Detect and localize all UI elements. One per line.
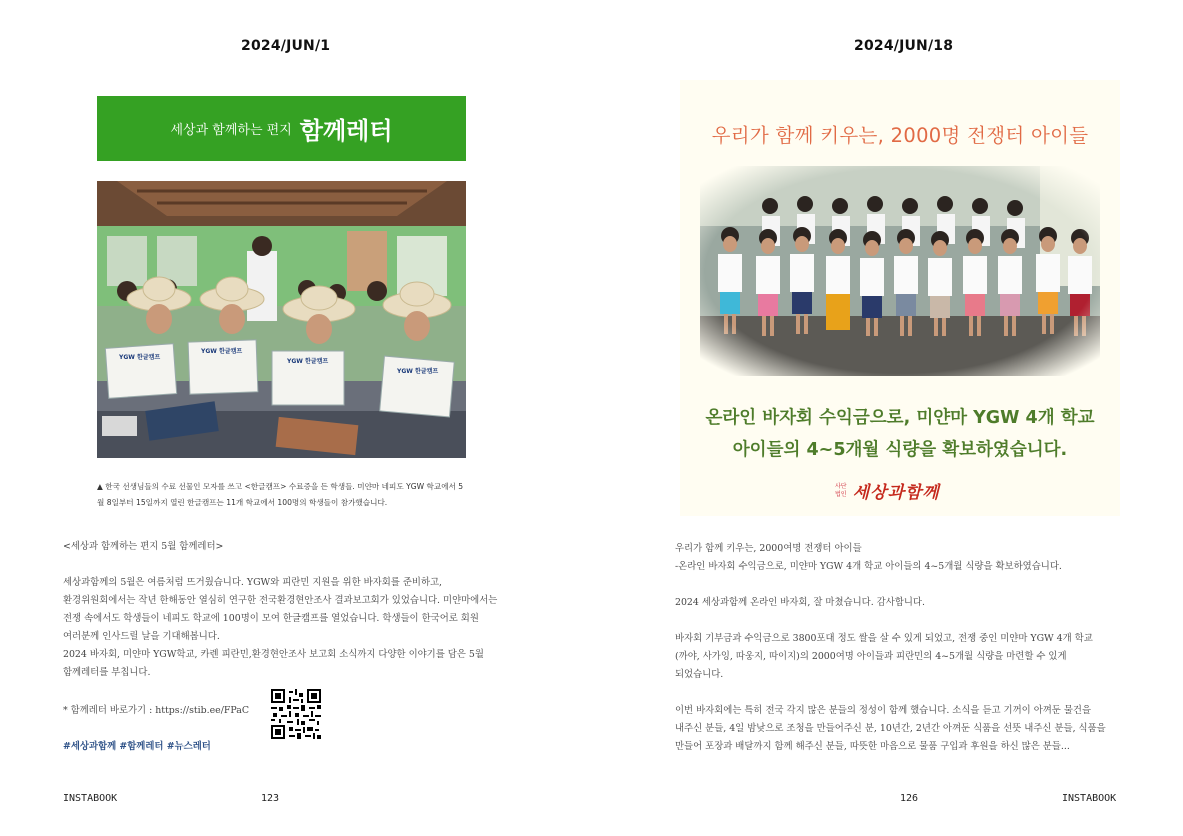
body-line: 환경위원회에서는 작년 한해동안 열심히 연구한 전국환경현안조사 결과보고회가 있었습니다. 미얀마에서는 <box>63 595 498 606</box>
body-line: 만들어 포장과 배달까지 함께 해주신 분들, 따뜻한 마음으로 물품 구입과 후원을 하신 많은 분들... <box>675 741 1070 752</box>
body-line: 여러분께 인사드릴 날을 기대해봅니다. <box>63 631 220 642</box>
page-date: 2024/JUN/1 <box>241 38 331 54</box>
organization-logo <box>835 478 940 503</box>
newsletter-body <box>63 538 523 682</box>
poster-title: 우리가 함께 키우는, 2000명 전쟁터 아이들 <box>711 124 1089 147</box>
svg-text:YGW 한글캠프: YGW 한글캠프 <box>119 354 161 361</box>
page-number: 123 <box>261 793 280 804</box>
body-line: 전쟁 속에서도 학생들이 네피도 학교에 100명이 모여 한글캠프를 열었습니다. 학생들이 한국어로 회원 <box>63 613 479 624</box>
svg-text:YGW 한글캠프: YGW 한글캠프 <box>287 358 329 365</box>
page-number: 126 <box>900 793 919 804</box>
logo-prefix-line: 법인 <box>835 490 847 498</box>
body-line: 되었습니다. <box>675 669 724 680</box>
banner-subtitle: 세상과 함께하는 편지 <box>170 123 292 138</box>
page-date: 2024/JUN/18 <box>854 38 954 54</box>
body-line: -온라인 바자회 수익금으로, 미얀마 YGW 4개 학교 아이들의 4~5개월 식량을 확보하였습니다. <box>675 561 1062 572</box>
logo-text: 세상과함께 <box>852 483 940 503</box>
body-line: 세상과함께의 5월은 여름처럼 뜨거웠습니다. YGW와 피란민 지원을 위한 바자회를 준비하고, <box>63 577 443 588</box>
right-page <box>592 0 1183 836</box>
post-body <box>675 540 1125 756</box>
svg-text:YGW 한글캠프: YGW 한글캠프 <box>201 348 243 355</box>
body-line: 함께레터를 부칩니다. <box>63 667 151 678</box>
banner-title: 함께레터 <box>299 117 393 145</box>
qr-code-icon <box>271 689 321 739</box>
body-line: 2024 바자회, 미얀마 YGW학교, 카렌 피란민,환경현안조사 보고회 소식까지 다양한 이야기를 담은 5월 <box>63 649 484 660</box>
left-page <box>0 0 591 836</box>
body-line: 이번 바자회에는 특히 전국 각지 많은 분들의 정성이 함께 했습니다. 소식을 듣고 기꺼이 아껴둔 물건을 <box>675 705 1092 716</box>
footer-brand: INSTABOOK <box>63 793 118 804</box>
footer-brand: INSTABOOK <box>1062 793 1117 804</box>
body-line: (까야, 사가잉, 따웅지, 따이지)의 2000여명 아이들과 피란민의 4~5개월 식량을 마련할 수 있게 <box>675 651 1067 662</box>
photo-caption: ▲ 한국 선생님들의 수료 선물인 모자를 쓰고 <한글캠프> 수료증을 든 학생들. 미얀마 네피도 YGW 학교에서 5월 8일부터 15일까지 열린 한글캠프는 11개 학교에서 100명의 학생들이 참가했습니다. <box>97 482 464 507</box>
body-line: 우리가 함께 키우는, 2000여명 전쟁터 아이들 <box>675 543 862 554</box>
logo-prefix <box>835 483 847 499</box>
newsletter-banner <box>97 96 466 161</box>
hashtags[interactable]: #세상과함께 #함께레터 #뉴스레터 <box>63 741 211 752</box>
poster-message <box>680 402 1120 466</box>
body-line: 바자회 기부금과 수익금으로 3800포대 정도 쌀을 살 수 있게 되었고, 전쟁 중인 미얀마 YGW 4개 학교 <box>675 633 1093 644</box>
body-line: 2024 세상과함께 온라인 바자회, 잘 마쳤습니다. 감사합니다. <box>675 597 925 608</box>
body-line: 내주신 분들, 4일 밤낮으로 조청을 만들어주신 분, 10년간, 2년간 아껴둔 식품을 선뜻 내주신 분들, 식품을 <box>675 723 1106 734</box>
body-title: <세상과 함께하는 편지 5월 함께레터> <box>63 541 224 552</box>
poster-message-line: 온라인 바자회 수익금으로, 미얀마 YGW 4개 학교 <box>705 408 1095 428</box>
newsletter-link[interactable]: * 함께레터 바로가기 : https://stib.ee/FPaC <box>63 705 250 716</box>
svg-text:YGW 한글캠프: YGW 한글캠프 <box>397 368 439 375</box>
children-group-photo <box>700 166 1100 376</box>
logo-prefix-line: 사단 <box>835 482 847 490</box>
students-certificate-photo <box>97 181 466 458</box>
poster-message-line: 아이들의 4~5개월 식량을 확보하였습니다. <box>732 440 1068 460</box>
campaign-poster <box>680 80 1120 516</box>
